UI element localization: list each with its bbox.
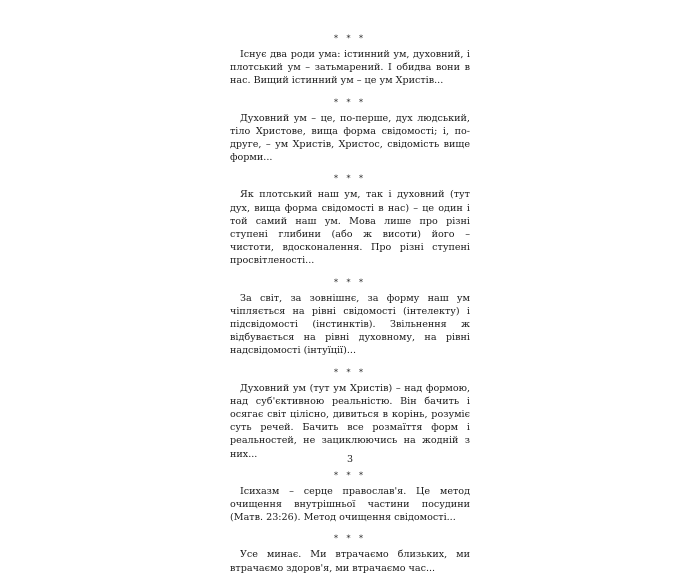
section-2 (230, 98, 470, 165)
paragraph: Духовний ум (тут ум Христів) – над формою, над суб'єктивною реальністю. Він бачить і осягає світ цілісно, дивиться в корінь, розуміє суть речей. Бачить все розмаїття форм і реальностей, не зациклюючись на жодній з них... (230, 382, 470, 460)
section-6 (230, 471, 470, 525)
page-number: 3 (346, 454, 354, 465)
section-separator: * * * (333, 34, 367, 43)
section-7 (230, 534, 470, 574)
paragraph: Усе минає. Ми втрачаємо близьких, ми втрачаємо здоров'я, ми втрачаємо час... (230, 549, 470, 574)
paragraph: Ісихазм – серце православ'я. Це метод очищення внутрішньої частини посудини (Матв. 23:26). Метод очищення свідомості... (230, 485, 470, 524)
section-separator: * * * (333, 174, 367, 184)
section-separator: * * * (333, 97, 367, 107)
paragraph: Існує два роди ума: істинний ум, духовний, і плотський ум – затьмарений. І обидва вони в нас. Вищий істинний ум – це ум Христів... (230, 49, 470, 87)
book-page (230, 34, 470, 574)
paragraph: Духовний ум – це, по-перше, дух людський, тіло Христове, вища форма свідомості; і, по-друге, – ум Христів, Христос, свідомість вище форми... (230, 112, 470, 164)
section-separator: * * * (333, 470, 367, 480)
section-1 (230, 34, 470, 88)
section-5 (230, 368, 470, 461)
section-3 (230, 174, 470, 267)
paragraph: За світ, за зовнішнє, за форму наш ум чіпляється на рівні свідомості (інтелекту) і підсвідомості (інстинктів). Звільнення ж відбувається на рівні духовному, на рівні надсвідомості (інтуїції)... (230, 292, 470, 357)
paragraph: Як плотський наш ум, так і духовний (тут дух, вища форма свідомості в нас) – це один і той самий наш ум. Мова лише про різні ступені глибини (або ж висоти) його – чистоти, вдосконалення. Про різні ступені просвітленості... (230, 189, 470, 267)
section-separator: * * * (333, 277, 367, 287)
section-separator: * * * (333, 534, 367, 544)
section-separator: * * * (333, 367, 367, 377)
section-4 (230, 278, 470, 358)
